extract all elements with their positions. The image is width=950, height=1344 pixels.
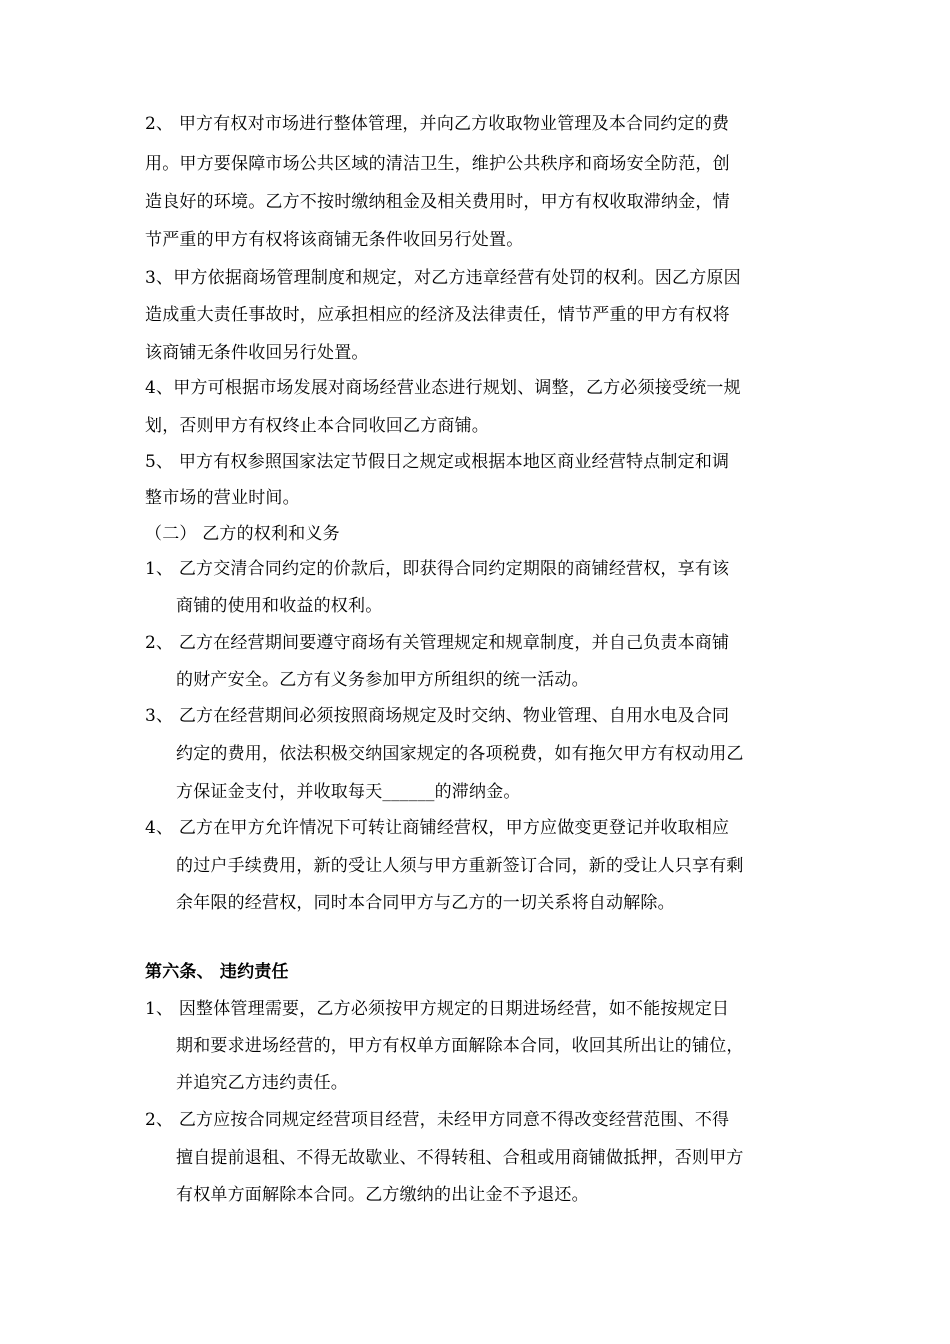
paragraph-line: 2、 乙方在经营期间要遵守商场有关管理规定和规章制度，并自己负责本商铺 <box>145 633 730 653</box>
paragraph-line: 1、 因整体管理需要，乙方必须按甲方规定的日期进场经营，如不能按规定日 <box>145 999 730 1019</box>
paragraph-line: 的过户手续费用，新的受让人须与甲方重新签订合同，新的受让人只享有剩 <box>176 856 744 876</box>
paragraph-line: 用。甲方要保障市场公共区域的清洁卫生，维护公共秩序和商场安全防范，创 <box>145 154 730 174</box>
paragraph-line: 3、甲方依据商场管理制度和规定，对乙方违章经营有处罚的权利。因乙方原因 <box>145 268 741 288</box>
paragraph-line: 期和要求进场经营的，甲方有权单方面解除本合同，收回其所出让的铺位， <box>176 1036 744 1056</box>
paragraph-line: 1、 乙方交清合同约定的价款后，即获得合同约定期限的商铺经营权，享有该 <box>145 559 730 579</box>
paragraph-line: 擅自提前退租、不得无故歇业、不得转租、合租或用商铺做抵押，否则甲方 <box>176 1148 744 1168</box>
paragraph-line: 有权单方面解除本合同。乙方缴纳的出让金不予退还。 <box>176 1185 589 1205</box>
paragraph-line: 余年限的经营权，同时本合同甲方与乙方的一切关系将自动解除。 <box>176 893 675 913</box>
paragraph-line: 整市场的营业时间。 <box>145 488 300 508</box>
paragraph-line: 并追究乙方违约责任。 <box>176 1073 348 1093</box>
paragraph-line: 该商铺无条件收回另行处置。 <box>145 343 369 363</box>
paragraph-line: 4、甲方可根据市场发展对商场经营业态进行规划、调整，乙方必须接受统一规 <box>145 378 741 398</box>
paragraph-line: 方保证金支付，并收取每天______的滞纳金。 <box>176 782 521 802</box>
paragraph-line: 节严重的甲方有权将该商铺无条件收回另行处置。 <box>145 230 524 250</box>
paragraph-line: 约定的费用，依法积极交纳国家规定的各项税费，如有拖欠甲方有权动用乙 <box>176 744 744 764</box>
paragraph-line: 2、 乙方应按合同规定经营项目经营，未经甲方同意不得改变经营范围、不得 <box>145 1110 730 1130</box>
paragraph-line: 的财产安全。乙方有义务参加甲方所组织的统一活动。 <box>176 670 589 690</box>
paragraph-line: 商铺的使用和收益的权利。 <box>176 596 383 616</box>
paragraph-line: 造成重大责任事故时，应承担相应的经济及法律责任，情节严重的甲方有权将 <box>145 305 730 325</box>
paragraph-line: 3、 乙方在经营期间必须按照商场规定及时交纳、物业管理、自用水电及合同 <box>145 706 730 726</box>
paragraph-line: 造良好的环境。乙方不按时缴纳租金及相关费用时，甲方有权收取滞纳金，情 <box>145 192 730 212</box>
paragraph-line: （二） 乙方的权利和义务 <box>145 524 340 544</box>
paragraph-line: 4、 乙方在甲方允许情况下可转让商铺经营权，甲方应做变更登记并收取相应 <box>145 818 730 838</box>
paragraph-line: 5、 甲方有权参照国家法定节假日之规定或根据本地区商业经营特点制定和调 <box>145 452 730 472</box>
section-heading: 第六条、 违约责任 <box>145 962 289 982</box>
paragraph-line: 划，否则甲方有权终止本合同收回乙方商铺。 <box>145 416 489 436</box>
paragraph-line: 2、 甲方有权对市场进行整体管理，并向乙方收取物业管理及本合同约定的费 <box>145 114 730 134</box>
